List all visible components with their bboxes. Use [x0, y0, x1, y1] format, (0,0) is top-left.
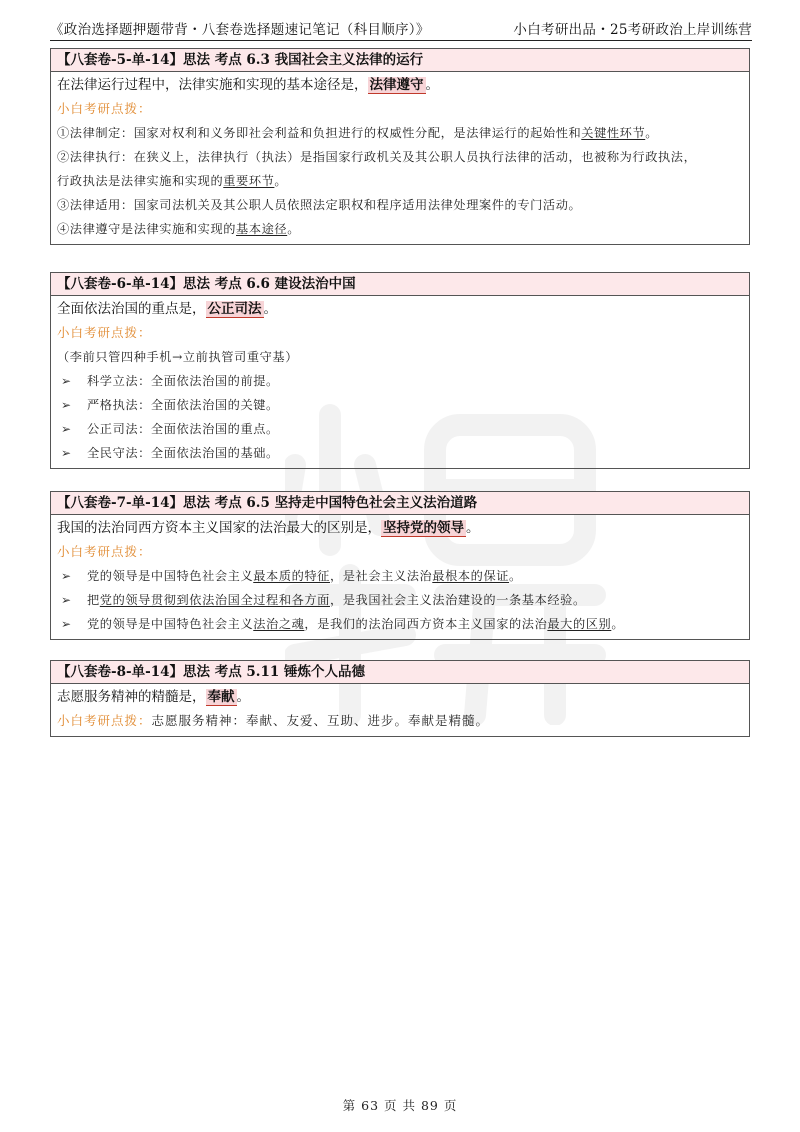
question-suffix: 。: [263, 301, 277, 317]
header-brand: 小白考研出品・25考研政治上岸训练营: [513, 22, 752, 38]
bullet-item: ➢ 党的领导是中国特色社会主义法治之魂，是我们的法治同西方资本主义国家的法治最大的区别。: [57, 612, 743, 636]
note-line: ③法律适用：国家司法机关及其公职人员依照法定职权和程序适用法律处理案件的专门活动。: [57, 198, 582, 212]
question-prefix: 我国的法治同西方资本主义国家的法治最大的区别是，: [57, 520, 381, 536]
arrow-bullet-icon: ➢: [61, 617, 72, 631]
question-suffix: 。: [466, 520, 480, 536]
question-card-4: [50, 660, 750, 737]
question-card-1: [50, 48, 750, 245]
question-prefix: 志愿服务精神的精髓是，: [57, 689, 206, 705]
question-text: [57, 74, 743, 97]
bullet-item: ➢ 科学立法：全面依法治国的前提。: [57, 369, 743, 393]
question-card-3: [50, 491, 750, 640]
card-title: 【八套卷-7-单-14】思法 考点 6.5 坚持走中国特色社会主义法治道路: [51, 492, 749, 515]
question-prefix: 在法律运行过程中，法律实施和实现的基本途径是，: [57, 77, 368, 93]
arrow-bullet-icon: ➢: [61, 422, 72, 436]
note-line: ②法律执行：在狭义上，法律执行（执法）是指国家行政机关及其公职人员执行法律的活动，也被称为行政执法，: [57, 150, 697, 164]
hint-label: 小白考研点拨：: [57, 325, 152, 340]
mnemonic-text: （李前只管四种手机→立前执管司重守基）: [57, 350, 298, 364]
question-suffix: 。: [425, 77, 439, 93]
hint-label: 小白考研点拨：: [57, 101, 152, 116]
bullet-item: ➢ 全民守法：全面依法治国的基础。: [57, 441, 743, 465]
page-header: [50, 14, 752, 41]
question-text: [57, 686, 743, 709]
bullet-item: ➢ 把党的领导贯彻到依法治国全过程和各方面，是我国社会主义法治建设的一条基本经验。: [57, 588, 743, 612]
card-title: 【八套卷-8-单-14】思法 考点 5.11 锤炼个人品德: [51, 661, 749, 684]
arrow-bullet-icon: ➢: [61, 446, 72, 460]
answer-highlight: 坚持党的领导: [383, 520, 464, 536]
hint-text: 志愿服务精神：奉献、友爱、互助、进步。奉献是精髓。: [151, 713, 490, 728]
question-prefix: 全面依法治国的重点是，: [57, 301, 206, 317]
arrow-bullet-icon: ➢: [61, 593, 72, 607]
arrow-bullet-icon: ➢: [61, 398, 72, 412]
answer-highlight: 奉献: [207, 689, 235, 705]
arrow-bullet-icon: ➢: [61, 374, 72, 388]
bullet-item: ➢ 党的领导是中国特色社会主义最本质的特征，是社会主义法治最根本的保证。: [57, 564, 743, 588]
question-text: [57, 298, 743, 321]
hint-line: [57, 709, 743, 733]
question-card-2: [50, 272, 750, 469]
note-line: ①法律制定：国家对权利和义务即社会利益和负担进行的权威性分配，是法律运行的起始性和关键性环节。: [57, 126, 659, 140]
header-title: 《政治选择题押题带背・八套卷选择题速记笔记（科目顺序）》: [50, 22, 430, 38]
answer-highlight: 公正司法: [207, 301, 262, 317]
arrow-bullet-icon: ➢: [61, 569, 72, 583]
bullet-item: ➢ 公正司法：全面依法治国的重点。: [57, 417, 743, 441]
bullet-item: ➢ 严格执法：全面依法治国的关键。: [57, 393, 743, 417]
question-text: [57, 517, 743, 540]
card-title: 【八套卷-5-单-14】思法 考点 6.3 我国社会主义法律的运行: [51, 49, 749, 72]
hint-label: 小白考研点拨：: [57, 544, 152, 559]
hint-label: 小白考研点拨：: [57, 713, 152, 728]
card-title: 【八套卷-6-单-14】思法 考点 6.6 建设法治中国: [51, 273, 749, 296]
note-line: ④法律遵守是法律实施和实现的基本途径。: [57, 222, 300, 236]
note-line: 行政执法是法律实施和实现的重要环节。: [57, 174, 288, 188]
question-suffix: 。: [236, 689, 250, 705]
answer-highlight: 法律遵守: [369, 77, 424, 93]
page-number: 第 63 页 共 89 页: [342, 1098, 458, 1113]
